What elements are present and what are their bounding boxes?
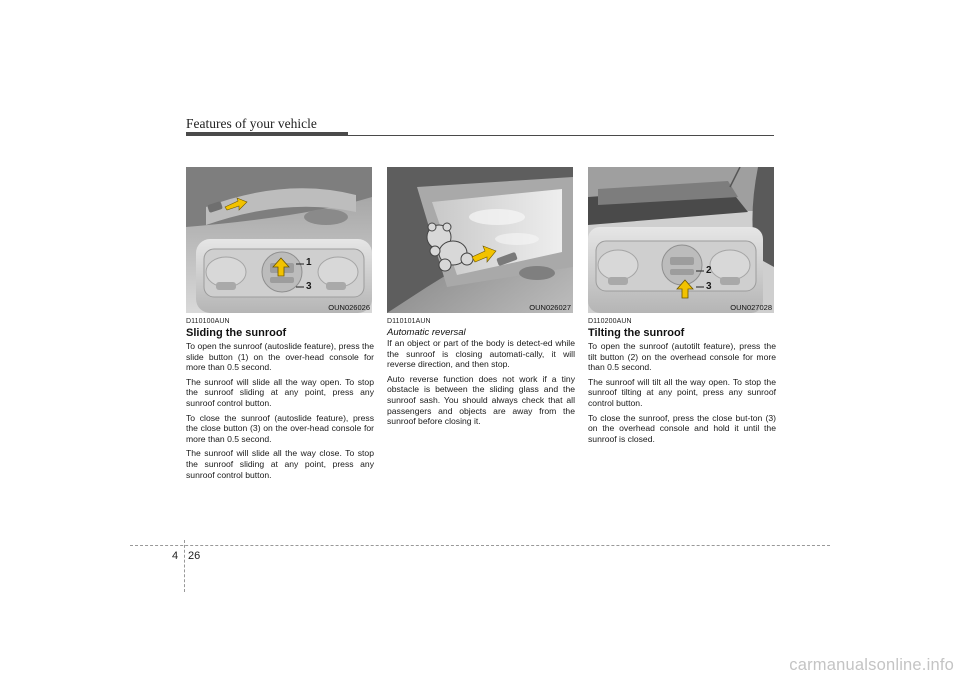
paragraph: The sunroof will slide all the way open. To stop the sunroof sliding at any point, press any sunroof control button. xyxy=(186,376,374,408)
callout-3: 3 xyxy=(306,281,312,292)
tilt-arrow-icon xyxy=(676,279,694,299)
paragraph: To open the sunroof (autoslide feature), press the slide button (1) on the over-head console for more than 0.5 second. xyxy=(186,341,374,373)
callout-1: 1 xyxy=(306,257,312,268)
paragraph: The sunroof will tilt all the way open. To stop the sunroof tilting at any point, press any sunroof control button. xyxy=(588,376,776,408)
section-code: D110200AUN xyxy=(588,318,632,325)
column-automatic-reversal xyxy=(387,318,575,431)
paragraph: If an object or part of the body is detect-ed while the sunroof is closing automati-cally, it will reverse direction, and then stop. xyxy=(387,338,575,370)
figure-tilt-console xyxy=(588,167,774,313)
watermark: carmanualsonline.info xyxy=(789,656,954,674)
callout-2: 2 xyxy=(706,265,712,276)
section-title: Features of your vehicle xyxy=(186,116,317,131)
section-number: 4 xyxy=(172,550,179,562)
column-tilting xyxy=(588,318,776,448)
paragraph: The sunroof will slide all the way close. To stop the sunroof sliding at any point, press any sunroof control button. xyxy=(186,448,374,480)
slide-arrow-icon xyxy=(272,257,290,277)
header-rule xyxy=(186,135,774,136)
paragraph: Auto reverse function does not work if a tiny obstacle is between the sliding glass and the sunroof sash. You should always check that all passengers and objects are away from the sunroof before closing it. xyxy=(387,373,575,427)
section-heading: Sliding the sunroof xyxy=(186,327,287,339)
footer-rule xyxy=(130,545,830,546)
footer-divider xyxy=(184,540,185,592)
figure-code: OUN026027 xyxy=(529,303,571,312)
figure-code: OUN027028 xyxy=(730,303,772,312)
section-subheading: Automatic reversal xyxy=(387,327,466,338)
paragraph: To close the sunroof, press the close but-ton (3) on the overhead console and hold it until the sunroof is closed. xyxy=(588,412,776,444)
reverse-direction-arrow-icon xyxy=(471,245,497,263)
paragraph: To open the sunroof (autotilt feature), press the tilt button (2) on the overhead console for more than 0.5 second. xyxy=(588,341,776,373)
figure-automatic-reversal xyxy=(387,167,573,313)
section-heading: Tilting the sunroof xyxy=(588,327,685,339)
callout-3: 3 xyxy=(706,281,712,292)
section-code: D110100AUN xyxy=(186,318,230,325)
figure-slide-console xyxy=(186,167,372,313)
slide-direction-arrow-icon xyxy=(224,197,248,211)
column-sliding xyxy=(186,318,374,484)
page-number: 26 xyxy=(188,550,201,562)
paragraph: To close the sunroof (autoslide feature), press the close button (3) on the over-head console for more than 0.5 second. xyxy=(186,412,374,444)
section-code: D110101AUN xyxy=(387,318,431,325)
figure-code: OUN026026 xyxy=(328,303,370,312)
